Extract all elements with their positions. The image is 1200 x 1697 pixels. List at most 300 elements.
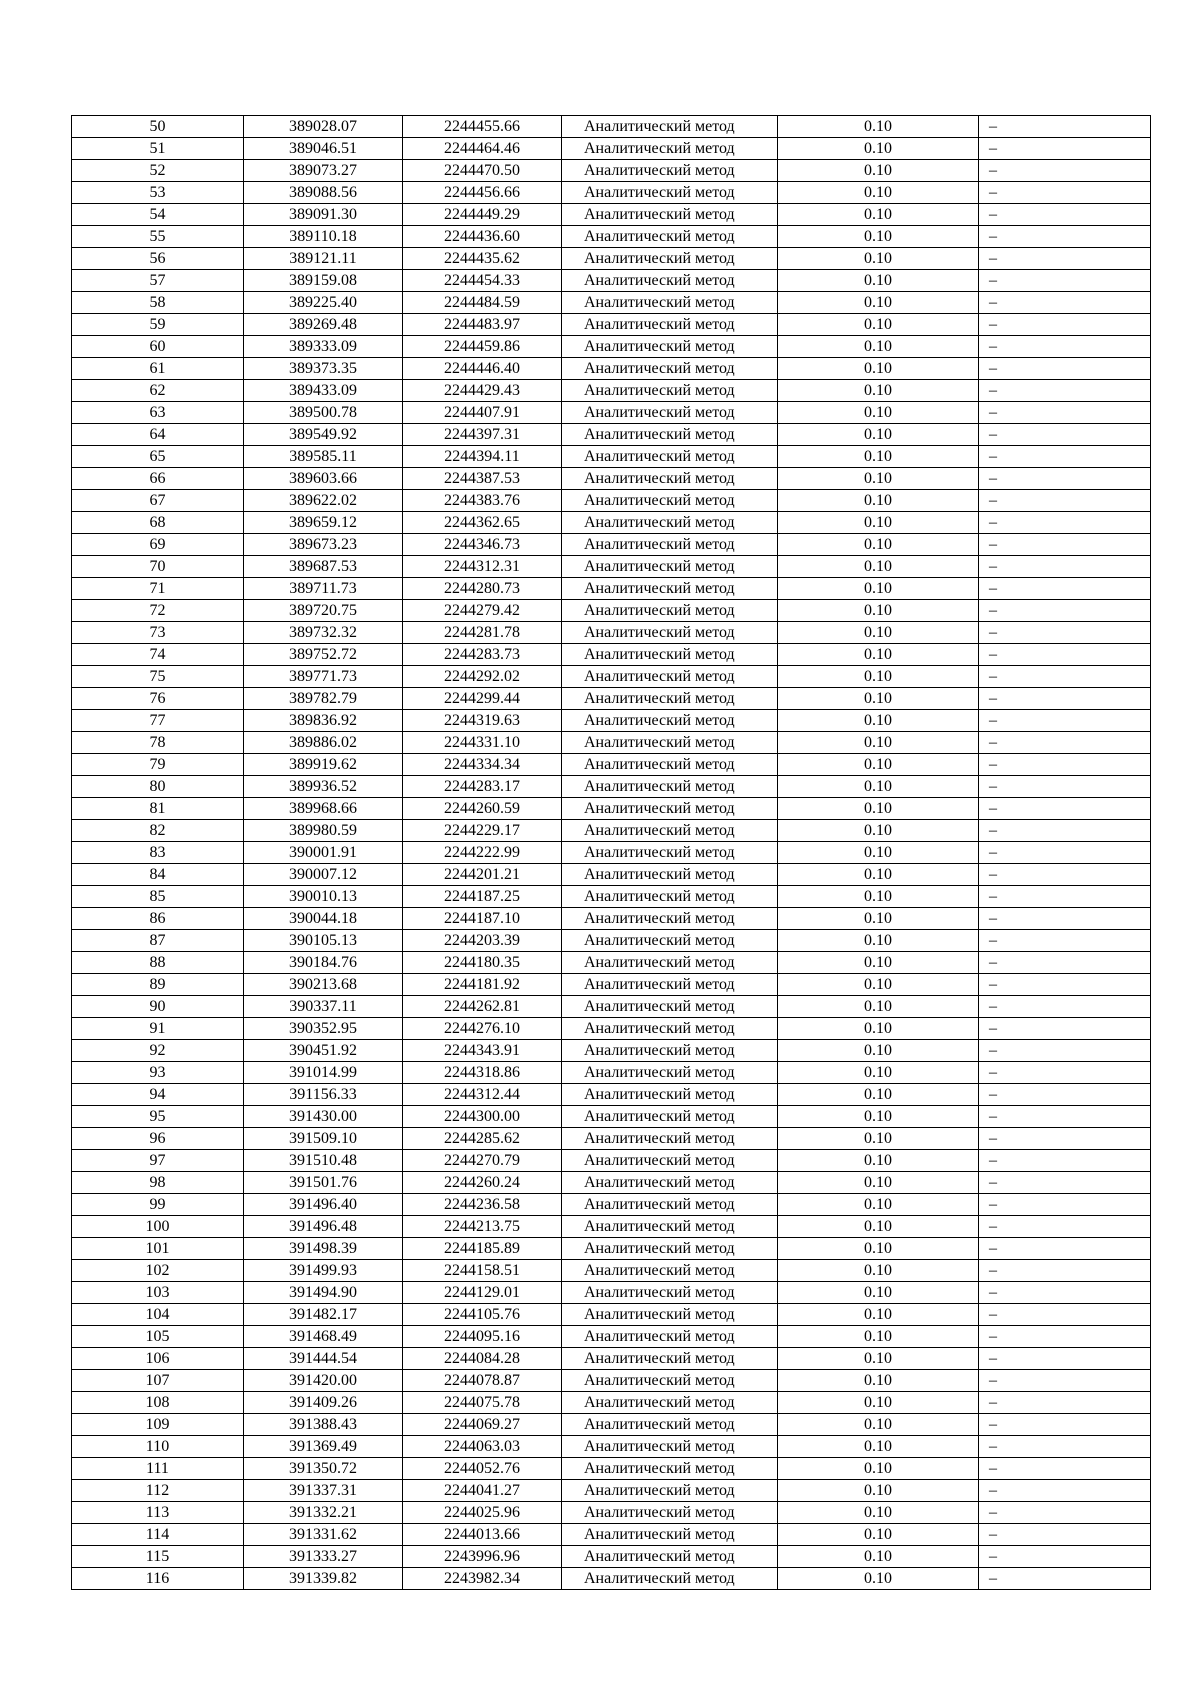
method-cell: Аналитический метод — [562, 776, 778, 798]
x-coordinate-cell: 389687.53 — [244, 556, 403, 578]
note-cell: – — [979, 1194, 1151, 1216]
x-coordinate-cell: 389711.73 — [244, 578, 403, 600]
y-coordinate-cell: 2244187.10 — [403, 908, 562, 930]
accuracy-cell: 0.10 — [778, 974, 979, 996]
point-number-cell: 104 — [72, 1304, 244, 1326]
method-cell: Аналитический метод — [562, 600, 778, 622]
accuracy-cell: 0.10 — [778, 864, 979, 886]
note-cell: – — [979, 1502, 1151, 1524]
accuracy-cell: 0.10 — [778, 952, 979, 974]
point-number-cell: 84 — [72, 864, 244, 886]
note-cell: – — [979, 622, 1151, 644]
x-coordinate-cell: 390105.13 — [244, 930, 403, 952]
note-cell: – — [979, 842, 1151, 864]
method-cell: Аналитический метод — [562, 688, 778, 710]
table-row — [72, 138, 1151, 160]
table-row — [72, 732, 1151, 754]
method-cell: Аналитический метод — [562, 1370, 778, 1392]
method-cell: Аналитический метод — [562, 842, 778, 864]
x-coordinate-cell: 389549.92 — [244, 424, 403, 446]
note-cell: – — [979, 358, 1151, 380]
y-coordinate-cell: 2244454.33 — [403, 270, 562, 292]
table-row — [72, 666, 1151, 688]
method-cell: Аналитический метод — [562, 1524, 778, 1546]
accuracy-cell: 0.10 — [778, 248, 979, 270]
accuracy-cell: 0.10 — [778, 1480, 979, 1502]
note-cell: – — [979, 886, 1151, 908]
point-number-cell: 83 — [72, 842, 244, 864]
accuracy-cell: 0.10 — [778, 996, 979, 1018]
note-cell: – — [979, 380, 1151, 402]
table-row — [72, 204, 1151, 226]
note-cell: – — [979, 996, 1151, 1018]
method-cell: Аналитический метод — [562, 1040, 778, 1062]
accuracy-cell: 0.10 — [778, 270, 979, 292]
y-coordinate-cell: 2244346.73 — [403, 534, 562, 556]
x-coordinate-cell: 391494.90 — [244, 1282, 403, 1304]
table-row — [72, 754, 1151, 776]
y-coordinate-cell: 2244105.76 — [403, 1304, 562, 1326]
accuracy-cell: 0.10 — [778, 182, 979, 204]
note-cell: – — [979, 138, 1151, 160]
point-number-cell: 111 — [72, 1458, 244, 1480]
point-number-cell: 66 — [72, 468, 244, 490]
method-cell: Аналитический метод — [562, 336, 778, 358]
x-coordinate-cell: 391510.48 — [244, 1150, 403, 1172]
x-coordinate-cell: 391388.43 — [244, 1414, 403, 1436]
y-coordinate-cell: 2244069.27 — [403, 1414, 562, 1436]
method-cell: Аналитический метод — [562, 820, 778, 842]
x-coordinate-cell: 391496.48 — [244, 1216, 403, 1238]
table-row — [72, 182, 1151, 204]
note-cell: – — [979, 160, 1151, 182]
accuracy-cell: 0.10 — [778, 710, 979, 732]
point-number-cell: 108 — [72, 1392, 244, 1414]
table-row — [72, 798, 1151, 820]
accuracy-cell: 0.10 — [778, 1150, 979, 1172]
accuracy-cell: 0.10 — [778, 1304, 979, 1326]
accuracy-cell: 0.10 — [778, 578, 979, 600]
point-number-cell: 56 — [72, 248, 244, 270]
y-coordinate-cell: 2244180.35 — [403, 952, 562, 974]
method-cell: Аналитический метод — [562, 446, 778, 468]
accuracy-cell: 0.10 — [778, 336, 979, 358]
point-number-cell: 76 — [72, 688, 244, 710]
note-cell: – — [979, 1128, 1151, 1150]
note-cell: – — [979, 1040, 1151, 1062]
point-number-cell: 101 — [72, 1238, 244, 1260]
method-cell: Аналитический метод — [562, 1216, 778, 1238]
table-row — [72, 886, 1151, 908]
note-cell: – — [979, 600, 1151, 622]
point-number-cell: 86 — [72, 908, 244, 930]
table-row — [72, 358, 1151, 380]
note-cell: – — [979, 314, 1151, 336]
accuracy-cell: 0.10 — [778, 1172, 979, 1194]
y-coordinate-cell: 2244158.51 — [403, 1260, 562, 1282]
x-coordinate-cell: 389732.32 — [244, 622, 403, 644]
point-number-cell: 81 — [72, 798, 244, 820]
x-coordinate-cell: 391501.76 — [244, 1172, 403, 1194]
table-row — [72, 908, 1151, 930]
point-number-cell: 107 — [72, 1370, 244, 1392]
accuracy-cell: 0.10 — [778, 820, 979, 842]
y-coordinate-cell: 2244318.86 — [403, 1062, 562, 1084]
point-number-cell: 55 — [72, 226, 244, 248]
point-number-cell: 54 — [72, 204, 244, 226]
note-cell: – — [979, 182, 1151, 204]
accuracy-cell: 0.10 — [778, 402, 979, 424]
method-cell: Аналитический метод — [562, 1546, 778, 1568]
accuracy-cell: 0.10 — [778, 1194, 979, 1216]
method-cell: Аналитический метод — [562, 1128, 778, 1150]
method-cell: Аналитический метод — [562, 1502, 778, 1524]
y-coordinate-cell: 2244270.79 — [403, 1150, 562, 1172]
y-coordinate-cell: 2244436.60 — [403, 226, 562, 248]
note-cell: – — [979, 732, 1151, 754]
y-coordinate-cell: 2244334.34 — [403, 754, 562, 776]
y-coordinate-cell: 2244394.11 — [403, 446, 562, 468]
point-number-cell: 115 — [72, 1546, 244, 1568]
x-coordinate-cell: 391156.33 — [244, 1084, 403, 1106]
table-row — [72, 1018, 1151, 1040]
table-row — [72, 424, 1151, 446]
table-row — [72, 446, 1151, 468]
note-cell: – — [979, 226, 1151, 248]
method-cell: Аналитический метод — [562, 402, 778, 424]
method-cell: Аналитический метод — [562, 1106, 778, 1128]
y-coordinate-cell: 2244063.03 — [403, 1436, 562, 1458]
x-coordinate-cell: 390007.12 — [244, 864, 403, 886]
x-coordinate-cell: 389046.51 — [244, 138, 403, 160]
x-coordinate-cell: 390337.11 — [244, 996, 403, 1018]
x-coordinate-cell: 391499.93 — [244, 1260, 403, 1282]
x-coordinate-cell: 391430.00 — [244, 1106, 403, 1128]
method-cell: Аналитический метод — [562, 468, 778, 490]
table-row — [72, 1348, 1151, 1370]
x-coordinate-cell: 391333.27 — [244, 1546, 403, 1568]
method-cell: Аналитический метод — [562, 886, 778, 908]
coordinates-table-body — [72, 116, 1151, 1590]
note-cell: – — [979, 1436, 1151, 1458]
method-cell: Аналитический метод — [562, 556, 778, 578]
note-cell: – — [979, 534, 1151, 556]
point-number-cell: 65 — [72, 446, 244, 468]
point-number-cell: 95 — [72, 1106, 244, 1128]
accuracy-cell: 0.10 — [778, 798, 979, 820]
accuracy-cell: 0.10 — [778, 380, 979, 402]
point-number-cell: 61 — [72, 358, 244, 380]
point-number-cell: 88 — [72, 952, 244, 974]
table-row — [72, 490, 1151, 512]
table-row — [72, 1524, 1151, 1546]
method-cell: Аналитический метод — [562, 864, 778, 886]
x-coordinate-cell: 389091.30 — [244, 204, 403, 226]
x-coordinate-cell: 391498.39 — [244, 1238, 403, 1260]
point-number-cell: 100 — [72, 1216, 244, 1238]
method-cell: Аналитический метод — [562, 578, 778, 600]
point-number-cell: 85 — [72, 886, 244, 908]
y-coordinate-cell: 2244292.02 — [403, 666, 562, 688]
method-cell: Аналитический метод — [562, 1062, 778, 1084]
x-coordinate-cell: 389771.73 — [244, 666, 403, 688]
y-coordinate-cell: 2244181.92 — [403, 974, 562, 996]
method-cell: Аналитический метод — [562, 1458, 778, 1480]
table-row — [72, 1326, 1151, 1348]
note-cell: – — [979, 1150, 1151, 1172]
note-cell: – — [979, 776, 1151, 798]
x-coordinate-cell: 391331.62 — [244, 1524, 403, 1546]
table-row — [72, 1458, 1151, 1480]
y-coordinate-cell: 2244446.40 — [403, 358, 562, 380]
note-cell: – — [979, 292, 1151, 314]
note-cell: – — [979, 270, 1151, 292]
table-row — [72, 1238, 1151, 1260]
y-coordinate-cell: 2244129.01 — [403, 1282, 562, 1304]
y-coordinate-cell: 2244383.76 — [403, 490, 562, 512]
point-number-cell: 97 — [72, 1150, 244, 1172]
point-number-cell: 82 — [72, 820, 244, 842]
method-cell: Аналитический метод — [562, 270, 778, 292]
point-number-cell: 96 — [72, 1128, 244, 1150]
accuracy-cell: 0.10 — [778, 754, 979, 776]
accuracy-cell: 0.10 — [778, 776, 979, 798]
point-number-cell: 67 — [72, 490, 244, 512]
method-cell: Аналитический метод — [562, 908, 778, 930]
point-number-cell: 87 — [72, 930, 244, 952]
accuracy-cell: 0.10 — [778, 1084, 979, 1106]
note-cell: – — [979, 1018, 1151, 1040]
accuracy-cell: 0.10 — [778, 292, 979, 314]
x-coordinate-cell: 390352.95 — [244, 1018, 403, 1040]
x-coordinate-cell: 389500.78 — [244, 402, 403, 424]
point-number-cell: 93 — [72, 1062, 244, 1084]
method-cell: Аналитический метод — [562, 1172, 778, 1194]
note-cell: – — [979, 336, 1151, 358]
x-coordinate-cell: 389073.27 — [244, 160, 403, 182]
x-coordinate-cell: 389622.02 — [244, 490, 403, 512]
note-cell: – — [979, 424, 1151, 446]
note-cell: – — [979, 688, 1151, 710]
note-cell: – — [979, 556, 1151, 578]
x-coordinate-cell: 390213.68 — [244, 974, 403, 996]
y-coordinate-cell: 2244013.66 — [403, 1524, 562, 1546]
x-coordinate-cell: 391468.49 — [244, 1326, 403, 1348]
x-coordinate-cell: 391496.40 — [244, 1194, 403, 1216]
y-coordinate-cell: 2244185.89 — [403, 1238, 562, 1260]
y-coordinate-cell: 2244470.50 — [403, 160, 562, 182]
method-cell: Аналитический метод — [562, 204, 778, 226]
y-coordinate-cell: 2244283.17 — [403, 776, 562, 798]
accuracy-cell: 0.10 — [778, 842, 979, 864]
table-row — [72, 1062, 1151, 1084]
accuracy-cell: 0.10 — [778, 1238, 979, 1260]
accuracy-cell: 0.10 — [778, 314, 979, 336]
method-cell: Аналитический метод — [562, 930, 778, 952]
y-coordinate-cell: 2244041.27 — [403, 1480, 562, 1502]
accuracy-cell: 0.10 — [778, 160, 979, 182]
y-coordinate-cell: 2244281.78 — [403, 622, 562, 644]
table-row — [72, 1304, 1151, 1326]
x-coordinate-cell: 390044.18 — [244, 908, 403, 930]
note-cell: – — [979, 402, 1151, 424]
table-row — [72, 226, 1151, 248]
point-number-cell: 99 — [72, 1194, 244, 1216]
x-coordinate-cell: 389659.12 — [244, 512, 403, 534]
note-cell: – — [979, 1084, 1151, 1106]
accuracy-cell: 0.10 — [778, 424, 979, 446]
note-cell: – — [979, 578, 1151, 600]
point-number-cell: 98 — [72, 1172, 244, 1194]
y-coordinate-cell: 2244429.43 — [403, 380, 562, 402]
point-number-cell: 102 — [72, 1260, 244, 1282]
point-number-cell: 57 — [72, 270, 244, 292]
y-coordinate-cell: 2244459.86 — [403, 336, 562, 358]
method-cell: Аналитический метод — [562, 1348, 778, 1370]
point-number-cell: 71 — [72, 578, 244, 600]
table-row — [72, 1568, 1151, 1590]
table-row — [72, 314, 1151, 336]
note-cell: – — [979, 1326, 1151, 1348]
y-coordinate-cell: 2244397.31 — [403, 424, 562, 446]
method-cell: Аналитический метод — [562, 644, 778, 666]
point-number-cell: 51 — [72, 138, 244, 160]
y-coordinate-cell: 2244260.59 — [403, 798, 562, 820]
y-coordinate-cell: 2244095.16 — [403, 1326, 562, 1348]
table-row — [72, 930, 1151, 952]
method-cell: Аналитический метод — [562, 1480, 778, 1502]
method-cell: Аналитический метод — [562, 490, 778, 512]
note-cell: – — [979, 1568, 1151, 1590]
x-coordinate-cell: 389968.66 — [244, 798, 403, 820]
accuracy-cell: 0.10 — [778, 1106, 979, 1128]
accuracy-cell: 0.10 — [778, 446, 979, 468]
method-cell: Аналитический метод — [562, 160, 778, 182]
note-cell: – — [979, 468, 1151, 490]
x-coordinate-cell: 391444.54 — [244, 1348, 403, 1370]
accuracy-cell: 0.10 — [778, 1326, 979, 1348]
method-cell: Аналитический метод — [562, 732, 778, 754]
y-coordinate-cell: 2244260.24 — [403, 1172, 562, 1194]
table-row — [72, 864, 1151, 886]
table-row — [72, 1480, 1151, 1502]
table-row — [72, 622, 1151, 644]
x-coordinate-cell: 389782.79 — [244, 688, 403, 710]
point-number-cell: 69 — [72, 534, 244, 556]
y-coordinate-cell: 2244435.62 — [403, 248, 562, 270]
point-number-cell: 92 — [72, 1040, 244, 1062]
y-coordinate-cell: 2244236.58 — [403, 1194, 562, 1216]
accuracy-cell: 0.10 — [778, 534, 979, 556]
x-coordinate-cell: 390184.76 — [244, 952, 403, 974]
y-coordinate-cell: 2244387.53 — [403, 468, 562, 490]
y-coordinate-cell: 2244299.44 — [403, 688, 562, 710]
x-coordinate-cell: 389886.02 — [244, 732, 403, 754]
accuracy-cell: 0.10 — [778, 1502, 979, 1524]
point-number-cell: 89 — [72, 974, 244, 996]
x-coordinate-cell: 389936.52 — [244, 776, 403, 798]
x-coordinate-cell: 390451.92 — [244, 1040, 403, 1062]
note-cell: – — [979, 798, 1151, 820]
point-number-cell: 112 — [72, 1480, 244, 1502]
x-coordinate-cell: 389110.18 — [244, 226, 403, 248]
x-coordinate-cell: 389836.92 — [244, 710, 403, 732]
y-coordinate-cell: 2244222.99 — [403, 842, 562, 864]
table-row — [72, 1128, 1151, 1150]
table-row — [72, 1370, 1151, 1392]
y-coordinate-cell: 2244187.25 — [403, 886, 562, 908]
table-row — [72, 974, 1151, 996]
accuracy-cell: 0.10 — [778, 226, 979, 248]
method-cell: Аналитический метод — [562, 798, 778, 820]
note-cell: – — [979, 1106, 1151, 1128]
x-coordinate-cell: 390001.91 — [244, 842, 403, 864]
y-coordinate-cell: 2244025.96 — [403, 1502, 562, 1524]
note-cell: – — [979, 1546, 1151, 1568]
note-cell: – — [979, 930, 1151, 952]
point-number-cell: 103 — [72, 1282, 244, 1304]
point-number-cell: 58 — [72, 292, 244, 314]
table-row — [72, 842, 1151, 864]
note-cell: – — [979, 446, 1151, 468]
x-coordinate-cell: 391337.31 — [244, 1480, 403, 1502]
point-number-cell: 79 — [72, 754, 244, 776]
table-row — [72, 1084, 1151, 1106]
point-number-cell: 60 — [72, 336, 244, 358]
table-row — [72, 512, 1151, 534]
note-cell: – — [979, 666, 1151, 688]
table-row — [72, 336, 1151, 358]
method-cell: Аналитический метод — [562, 358, 778, 380]
accuracy-cell: 0.10 — [778, 1216, 979, 1238]
note-cell: – — [979, 1216, 1151, 1238]
x-coordinate-cell: 389159.08 — [244, 270, 403, 292]
point-number-cell: 74 — [72, 644, 244, 666]
point-number-cell: 114 — [72, 1524, 244, 1546]
accuracy-cell: 0.10 — [778, 1370, 979, 1392]
point-number-cell: 78 — [72, 732, 244, 754]
table-row — [72, 952, 1151, 974]
x-coordinate-cell: 389720.75 — [244, 600, 403, 622]
y-coordinate-cell: 2244455.66 — [403, 116, 562, 138]
table-row — [72, 688, 1151, 710]
accuracy-cell: 0.10 — [778, 1128, 979, 1150]
note-cell: – — [979, 1348, 1151, 1370]
x-coordinate-cell: 391509.10 — [244, 1128, 403, 1150]
method-cell: Аналитический метод — [562, 1568, 778, 1590]
table-row — [72, 380, 1151, 402]
method-cell: Аналитический метод — [562, 1194, 778, 1216]
note-cell: – — [979, 754, 1151, 776]
method-cell: Аналитический метод — [562, 1414, 778, 1436]
accuracy-cell: 0.10 — [778, 644, 979, 666]
point-number-cell: 116 — [72, 1568, 244, 1590]
accuracy-cell: 0.10 — [778, 666, 979, 688]
table-row — [72, 600, 1151, 622]
table-row — [72, 468, 1151, 490]
point-number-cell: 68 — [72, 512, 244, 534]
method-cell: Аналитический метод — [562, 1304, 778, 1326]
y-coordinate-cell: 2244343.91 — [403, 1040, 562, 1062]
y-coordinate-cell: 2244075.78 — [403, 1392, 562, 1414]
accuracy-cell: 0.10 — [778, 1568, 979, 1590]
point-number-cell: 106 — [72, 1348, 244, 1370]
note-cell: – — [979, 1062, 1151, 1084]
y-coordinate-cell: 2244362.65 — [403, 512, 562, 534]
accuracy-cell: 0.10 — [778, 1062, 979, 1084]
note-cell: – — [979, 1238, 1151, 1260]
table-row — [72, 556, 1151, 578]
